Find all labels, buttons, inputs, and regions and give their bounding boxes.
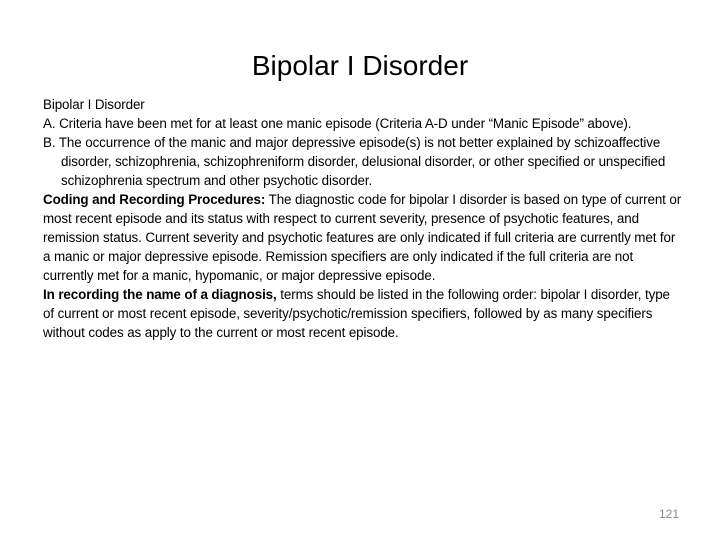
section-subtitle: Bipolar I Disorder <box>43 97 145 112</box>
criterion-b: B. The occurrence of the manic and major depressive episode(s) is not better explained by schizoaffective disorder, schizophrenia, schizophreniform disorder, delusional disorder, or other specified or unspecified schizophrenia spectrum and other psychotic disorder. <box>43 135 666 188</box>
coding-heading: Coding and Recording Procedures: <box>43 192 266 207</box>
page-number: 121 <box>658 507 679 521</box>
criterion-a: A. Criteria have been met for at least one manic episode (Criteria A-D under “Manic Episode” above). <box>43 116 632 131</box>
recording-text: terms should be listed in the following order: bipolar I disorder, type of current or most recent episode, severity/psychotic/remission specifiers, followed by as many specifiers without codes as apply to the current or most recent episode. <box>43 287 670 340</box>
slide-title: Bipolar I Disorder <box>251 50 469 81</box>
recording-paragraph <box>43 285 683 342</box>
slide-body <box>43 95 683 342</box>
coding-text: The diagnostic code for bipolar I disorder is based on type of current or most recent episode and its status with respect to current severity, presence of psychotic features, and remission status. Current severity and psychotic features are only indicated if full criteria are currently met for a manic or major depressive episode. Remission specifiers are only indicated if the full criteria are not currently met for a manic, hypomanic, or major depressive episode. <box>43 192 682 283</box>
coding-paragraph <box>43 190 683 285</box>
recording-heading: In recording the name of a diagnosis, <box>43 287 277 302</box>
